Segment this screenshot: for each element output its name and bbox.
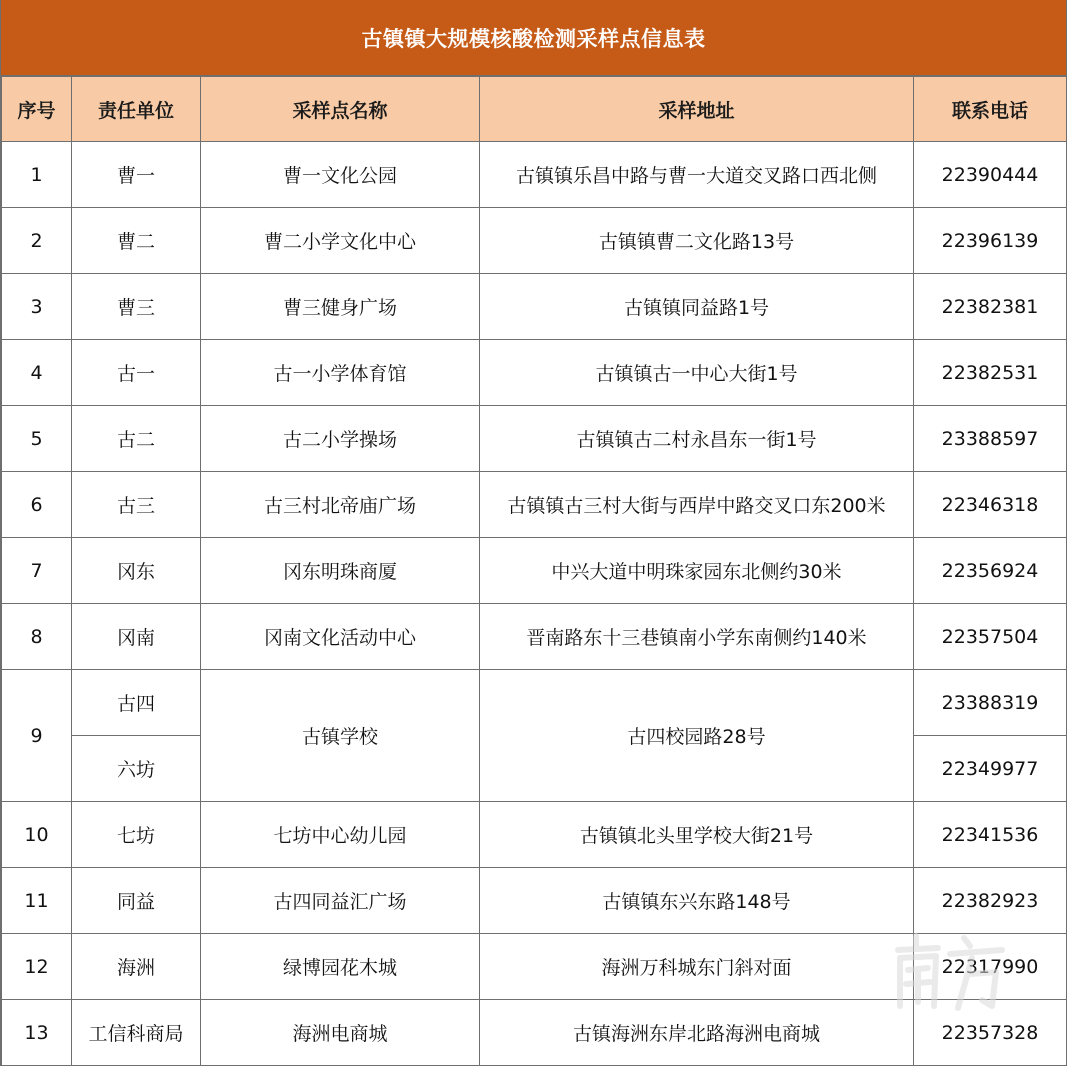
- cell-phone: 22396139: [914, 208, 1067, 274]
- cell-site: 古镇学校: [201, 670, 480, 802]
- cell-phone: 22390444: [914, 142, 1067, 208]
- cell-site: 冈南文化活动中心: [201, 604, 480, 670]
- cell-seq: 6: [2, 472, 72, 538]
- cell-unit: 古三: [72, 472, 201, 538]
- cell-site: 冈东明珠商厦: [201, 538, 480, 604]
- cell-address: 中兴大道中明珠家园东北侧约30米: [480, 538, 914, 604]
- table-body: [2, 142, 1067, 1066]
- cell-seq: 5: [2, 406, 72, 472]
- cell-site: 古二小学操场: [201, 406, 480, 472]
- table-row: [2, 670, 1067, 736]
- header-row: [2, 77, 1067, 142]
- cell-site: 古四同益汇广场: [201, 868, 480, 934]
- table-row: [2, 406, 1067, 472]
- cell-unit: 曹二: [72, 208, 201, 274]
- header-address: 采样地址: [480, 77, 914, 142]
- cell-site: 古三村北帝庙广场: [201, 472, 480, 538]
- cell-site: 古一小学体育馆: [201, 340, 480, 406]
- table-row: [2, 868, 1067, 934]
- table-row: [2, 472, 1067, 538]
- cell-address: 古镇镇同益路1号: [480, 274, 914, 340]
- table-row: [2, 934, 1067, 1000]
- cell-phone: 22382531: [914, 340, 1067, 406]
- cell-unit: 古一: [72, 340, 201, 406]
- cell-address: 古镇镇古二村永昌东一街1号: [480, 406, 914, 472]
- cell-unit: 曹一: [72, 142, 201, 208]
- cell-site: 海洲电商城: [201, 1000, 480, 1066]
- cell-seq: 4: [2, 340, 72, 406]
- header-seq: 序号: [2, 77, 72, 142]
- cell-phone: 22349977: [914, 736, 1067, 802]
- cell-seq: 11: [2, 868, 72, 934]
- table-row: [2, 1000, 1067, 1066]
- cell-phone: 22346318: [914, 472, 1067, 538]
- header-phone: 联系电话: [914, 77, 1067, 142]
- table-row: [2, 208, 1067, 274]
- cell-site: 曹三健身广场: [201, 274, 480, 340]
- cell-phone: 23388319: [914, 670, 1067, 736]
- cell-address: 古镇镇北头里学校大街21号: [480, 802, 914, 868]
- cell-phone: 22357504: [914, 604, 1067, 670]
- cell-site: 七坊中心幼儿园: [201, 802, 480, 868]
- cell-address: 晋南路东十三巷镇南小学东南侧约140米: [480, 604, 914, 670]
- cell-unit: 古二: [72, 406, 201, 472]
- header-site: 采样点名称: [201, 77, 480, 142]
- table-row: [2, 802, 1067, 868]
- cell-seq: 9: [2, 670, 72, 802]
- page-title: 古镇镇大规模核酸检测采样点信息表: [361, 26, 706, 51]
- table-row: [2, 142, 1067, 208]
- cell-seq: 13: [2, 1000, 72, 1066]
- cell-unit: 七坊: [72, 802, 201, 868]
- table-row: [2, 274, 1067, 340]
- cell-seq: 3: [2, 274, 72, 340]
- cell-phone: 22382923: [914, 868, 1067, 934]
- cell-unit: 工信科商局: [72, 1000, 201, 1066]
- cell-seq: 8: [2, 604, 72, 670]
- cell-phone: 22382381: [914, 274, 1067, 340]
- cell-seq: 7: [2, 538, 72, 604]
- cell-unit: 海洲: [72, 934, 201, 1000]
- cell-unit: 冈南: [72, 604, 201, 670]
- table-row: [2, 538, 1067, 604]
- table-row: [2, 340, 1067, 406]
- cell-phone: 22356924: [914, 538, 1067, 604]
- cell-phone: 23388597: [914, 406, 1067, 472]
- cell-unit: 同益: [72, 868, 201, 934]
- cell-address: 古镇海洲东岸北路海洲电商城: [480, 1000, 914, 1066]
- cell-address: 古镇镇古三村大街与西岸中路交叉口东200米: [480, 472, 914, 538]
- table-header: [2, 77, 1067, 142]
- cell-site: 曹一文化公园: [201, 142, 480, 208]
- cell-address: 古镇镇乐昌中路与曹一大道交叉路口西北侧: [480, 142, 914, 208]
- cell-seq: 2: [2, 208, 72, 274]
- cell-address: 古镇镇古一中心大街1号: [480, 340, 914, 406]
- cell-unit: 六坊: [72, 736, 201, 802]
- cell-unit: 冈东: [72, 538, 201, 604]
- cell-site: 曹二小学文化中心: [201, 208, 480, 274]
- cell-phone: 22357328: [914, 1000, 1067, 1066]
- cell-phone: 22341536: [914, 802, 1067, 868]
- header-unit: 责任单位: [72, 77, 201, 142]
- cell-address: 海洲万科城东门斜对面: [480, 934, 914, 1000]
- cell-seq: 1: [2, 142, 72, 208]
- cell-address: 古四校园路28号: [480, 670, 914, 802]
- sampling-sites-table: [1, 76, 1067, 1066]
- cell-unit: 古四: [72, 670, 201, 736]
- table-row: [2, 604, 1067, 670]
- cell-seq: 12: [2, 934, 72, 1000]
- cell-seq: 10: [2, 802, 72, 868]
- cell-site: 绿博园花木城: [201, 934, 480, 1000]
- cell-unit: 曹三: [72, 274, 201, 340]
- cell-phone: 22317990: [914, 934, 1067, 1000]
- cell-address: 古镇镇曹二文化路13号: [480, 208, 914, 274]
- cell-address: 古镇镇东兴东路148号: [480, 868, 914, 934]
- title-bar: [1, 0, 1066, 76]
